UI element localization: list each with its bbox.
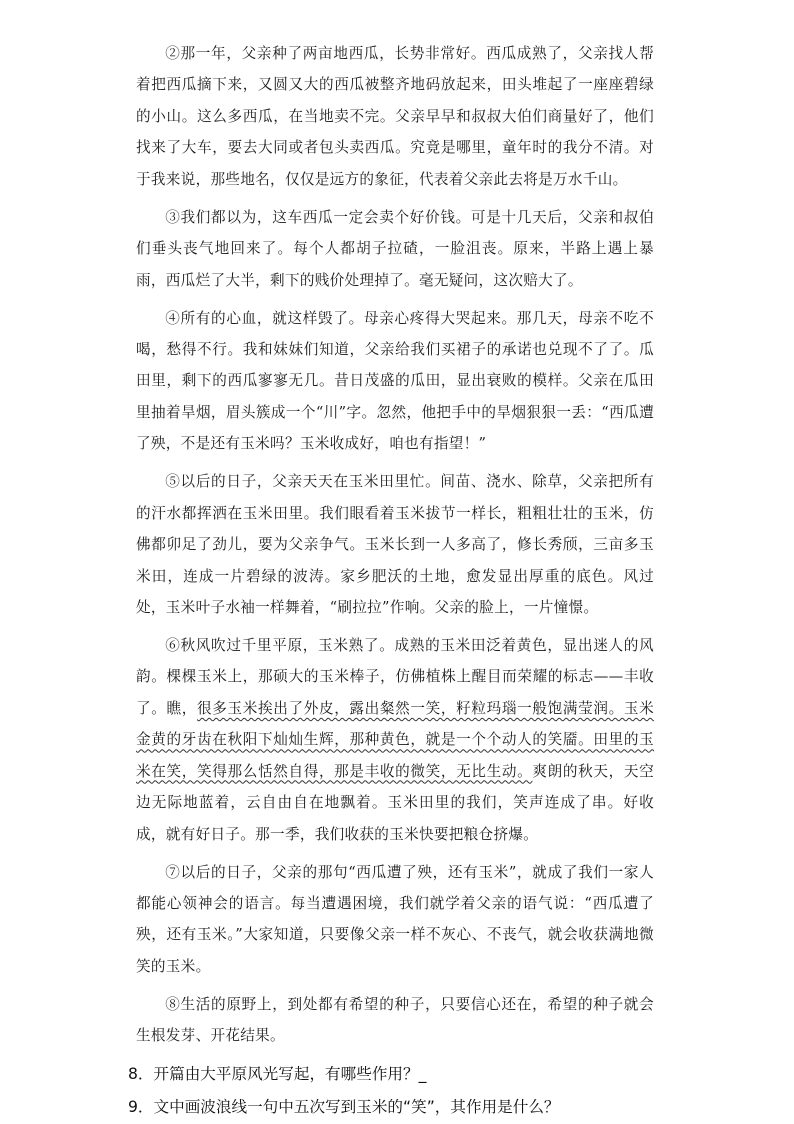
paragraph-text: ④所有的心血，就这样毁了。母亲心疼得大哭起来。那几天，母亲不吃不喝，愁得不行。我和妹妹们知道，父亲给我们买裙子的承诺也兑现不了了。瓜田里，剩下的西瓜寥寥无几。昔日茂盛的瓜田，显出衰败的模样。父亲在瓜田里抽着旱烟，眉头簇成一个“川”字。忽然，他把手中的旱烟狠狠一丢：“西瓜遭了殃，不是还有玉米吗？玉米收成好，咱也有指望！” [136,309,654,453]
question-9: 9．文中画波浪线一句中五次写到玉米的“笑”，其作用是什么？ [128,1098,560,1117]
paragraph [136,630,654,850]
paragraph-text: ⑥秋风吹过千里平原，玉米熟了。成熟的玉米田泛着黄色，显出迷人的风韵。棵棵玉米上，那硕大的玉米棒子，仿佛植株上醒目而荣耀的标志——丰收了。瞧， [136,637,654,717]
paragraph-text: ⑦以后的日子，父亲的那句“西瓜遭了殃，还有玉米”，就成了我们一家人都能心领神会的语言。每当遭遇困境，我们就学着父亲的语气说：“西瓜遭了殃，还有玉米。”大家知道，只要像父亲一样不灰心、不丧气，就会收获满地微笑的玉米。 [136,863,654,975]
paragraph-text: ③我们都以为，这车西瓜一定会卖个好价钱。可是十几天后，父亲和叔伯们垂头丧气地回来了。每个人都胡子拉碴，一脸沮丧。原来，半路上遇上暴雨，西瓜烂了大半，剩下的贱价处理掉了。毫无疑问，这次赔大了。 [136,208,654,289]
paragraph [136,202,654,296]
paragraph [136,857,654,983]
article-body [136,38,654,1052]
paragraph-text: ⑧生活的原野上，到处都有希望的种子，只要信心还在，希望的种子就会生根发芽、开花结果。 [136,995,654,1045]
question-8: 8．开篇由大平原风光写起，有哪些作用？_ [128,1065,427,1084]
question-list [128,1058,654,1124]
wavy-underlined-sentence: 很多玉米挨出了外皮，露出粲然一笑，籽粒玛瑙一般饱满莹润。玉米金黄的牙齿在秋阳下灿灿生辉，那种黄色，就是一个个动人的笑靥。田里的玉米在笑，笑得那么恬然自得，那是丰收的微笑，无比生动。 [136,699,654,780]
paragraph [136,38,654,195]
paragraph [136,466,654,623]
paragraph [136,989,654,1052]
paragraph-text: 爽朗的秋天，天空边无际地蓝着，云自由自在地飘着。玉米田里的我们，笑声连成了串。好收成，就有好日子。那一季，我们收获的玉米快要把粮仓挤爆。 [136,762,654,843]
paragraph-text: ⑤以后的日子，父亲天天在玉米田里忙。间苗、浇水、除草，父亲把所有的汗水都挥洒在玉米田里。我们眼看着玉米拔节一样长，粗粗壮壮的玉米，仿佛都卯足了劲儿，要为父亲争气。玉米长到一人多高了，修长秀颀，三亩多玉米田，连成一片碧绿的波涛。家乡肥沃的土地，愈发显出厚重的底色。风过处，玉米叶子水袖一样舞着，“刷拉拉”作响。父亲的脸上，一片憧憬。 [136,473,654,616]
paragraph-text: ②那一年，父亲种了两亩地西瓜，长势非常好。西瓜成熟了，父亲找人帮着把西瓜摘下来，又圆又大的西瓜被整齐地码放起来，田头堆起了一座座碧绿的小山。这么多西瓜，在当地卖不完。父亲早早和叔叔大伯们商量好了，他们找来了大车，要去大同或者包头卖西瓜。究竟是哪里，童年时的我分不清。对于我来说，那些地名，仅仅是远方的象征，代表着父亲此去将是万水千山。 [136,45,654,188]
paragraph [136,303,654,460]
